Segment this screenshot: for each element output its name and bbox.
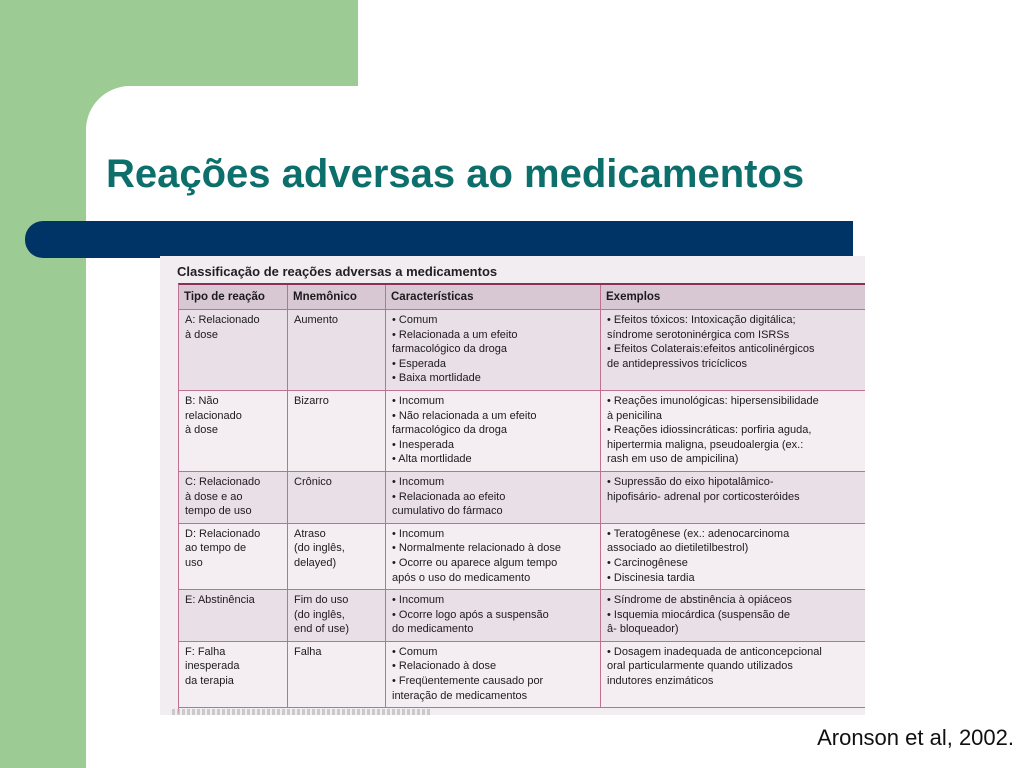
citation: Aronson et al, 2002. [817, 725, 1014, 750]
table-header-row [179, 285, 865, 310]
cell-line: Aumento [294, 314, 339, 326]
cell-line: indutores enzimáticos [607, 675, 714, 688]
cell-caracteristicas [386, 310, 601, 391]
cell-line: end of use) [294, 623, 350, 636]
cropped-source-note [172, 709, 432, 715]
cell-line: farmacológico da droga [392, 424, 507, 437]
cell-line: à penicilina [607, 409, 663, 422]
cell-tipo [179, 641, 288, 707]
cell-line: • Isquemia miocárdica (suspensão de [607, 608, 790, 621]
cell-line: • Relacionada a um efeito [392, 328, 518, 341]
cell-line: • Reações imunológicas: hipersensibilidade [607, 394, 819, 407]
table-row [179, 310, 865, 391]
cell-line: (do inglês, [294, 608, 345, 621]
cell-line: • Relacionado à dose [392, 660, 497, 673]
cell-exemplos [601, 641, 866, 707]
cell-mnemonico [288, 471, 386, 523]
cell-line: • Inesperada [392, 438, 454, 451]
cell-line: • Síndrome de abstinência à opiáceos [607, 594, 792, 607]
cell-line: D: Relacionado [185, 527, 261, 540]
cell-mnemonico [288, 590, 386, 642]
cell-exemplos [601, 523, 866, 589]
header-exemplos: Exemplos [601, 285, 866, 310]
cell-line: • Esperada [392, 357, 446, 370]
cell-line: inesperada [185, 660, 240, 673]
cell-line: • Incomum [392, 527, 445, 540]
cell-line: hipofisário- adrenal por corticosteróides [607, 490, 800, 503]
cell-line: • Efeitos tóxicos: Intoxicação digitálica; [607, 314, 796, 326]
cell-mnemonico [288, 523, 386, 589]
cell-tipo [179, 523, 288, 589]
cell-exemplos [601, 390, 866, 471]
scanned-table-image [160, 256, 865, 715]
cell-line: Bizarro [294, 394, 329, 407]
cell-line: E: Abstinência [185, 594, 255, 607]
table-row [179, 390, 865, 471]
cell-line: • Freqüentemente causado por [392, 675, 544, 688]
cell-line: • Ocorre logo após a suspensão [392, 608, 549, 621]
cell-line: delayed) [294, 556, 337, 569]
cell-line: à dose [185, 424, 219, 437]
cell-line: Atraso [294, 527, 326, 540]
cell-line: • Ocorre ou aparece algum tempo [392, 556, 558, 569]
cell-line: â- bloqueador) [607, 623, 679, 636]
cell-line: • Relacionada ao efeito [392, 490, 506, 503]
cell-line: F: Falha [185, 645, 226, 658]
cell-line: • Efeitos Colaterais:efeitos anticolinérgicos [607, 343, 815, 356]
cell-line: do medicamento [392, 623, 474, 636]
cell-line: síndrome serotoninérgica com ISRSs [607, 328, 790, 341]
cell-mnemonico [288, 310, 386, 391]
cell-tipo [179, 471, 288, 523]
cell-line: • Não relacionada a um efeito [392, 409, 537, 422]
cell-exemplos [601, 590, 866, 642]
cell-line: após o uso do medicamento [392, 571, 531, 584]
cell-line: oral particularmente quando utilizados [607, 660, 793, 673]
title-underline-bar [25, 221, 853, 258]
cell-line: • Incomum [392, 394, 445, 407]
cell-caracteristicas [386, 471, 601, 523]
slide-title: Reações adversas ao medicamentos [106, 152, 805, 196]
cell-line: • Normalmente relacionado à dose [392, 542, 561, 555]
cell-line: à dose [185, 328, 219, 341]
cell-line: tempo de uso [185, 505, 252, 518]
cell-tipo [179, 390, 288, 471]
table-frame [178, 283, 865, 713]
cell-line: • Supressão do eixo hipotalâmico- [607, 475, 774, 488]
cell-line: • Teratogênese (ex.: adenocarcinoma [607, 527, 790, 540]
cell-caracteristicas [386, 523, 601, 589]
cell-exemplos [601, 310, 866, 391]
cell-exemplos [601, 471, 866, 523]
cell-line: (do inglês, [294, 542, 345, 555]
cell-line: da terapia [185, 675, 234, 688]
adverse-reactions-table [179, 285, 865, 708]
table-row [179, 523, 865, 589]
cell-line: hipertermia maligna, pseudoalergia (ex.: [607, 438, 804, 451]
cell-line: Fim do uso [294, 594, 349, 607]
cell-caracteristicas [386, 641, 601, 707]
cell-caracteristicas [386, 590, 601, 642]
cell-line: cumulativo do fármaco [392, 505, 503, 518]
cell-line: • Baixa mortlidade [392, 372, 481, 385]
cell-line: • Carcinogênese [607, 556, 688, 569]
cell-line: B: Não [185, 394, 219, 407]
cell-line: • Discinesia tardia [607, 571, 695, 584]
cell-line: • Comum [392, 314, 438, 326]
cell-line: C: Relacionado [185, 475, 261, 488]
cell-line: de antidepressivos tricíclicos [607, 357, 748, 370]
cell-caracteristicas [386, 390, 601, 471]
cell-line: interação de medicamentos [392, 689, 528, 702]
cell-line: A: Relacionado [185, 314, 260, 326]
table-body [179, 310, 865, 708]
table-row [179, 641, 865, 707]
header-tipo: Tipo de reação [179, 285, 288, 310]
cell-tipo [179, 310, 288, 391]
cell-tipo [179, 590, 288, 642]
header-mnemonico: Mnemônico [288, 285, 386, 310]
cell-line: à dose e ao [185, 490, 243, 503]
cell-line: ao tempo de [185, 542, 247, 555]
cell-line: • Reações idiossincráticas: porfiria aguda, [607, 424, 812, 437]
cell-line: • Alta mortlidade [392, 453, 472, 466]
cell-line: • Incomum [392, 594, 445, 607]
cell-mnemonico [288, 641, 386, 707]
cell-line: • Comum [392, 645, 438, 658]
cell-line: • Dosagem inadequada de anticoncepcional [607, 645, 822, 658]
table-row [179, 471, 865, 523]
cell-line: • Incomum [392, 475, 445, 488]
table-row [179, 590, 865, 642]
cell-line: farmacológico da droga [392, 343, 507, 356]
cell-line: uso [185, 556, 203, 569]
cell-mnemonico [288, 390, 386, 471]
header-caracteristicas: Características [386, 285, 601, 310]
cell-line: relacionado [185, 409, 242, 422]
cell-line: Falha [294, 645, 322, 658]
cell-line: Crônico [294, 475, 332, 488]
cell-line: rash em uso de ampicilina) [607, 453, 739, 466]
table-caption: Classificação de reações adversas a medicamentos [177, 264, 498, 279]
cell-line: associado ao dietiletilbestrol) [607, 542, 749, 555]
